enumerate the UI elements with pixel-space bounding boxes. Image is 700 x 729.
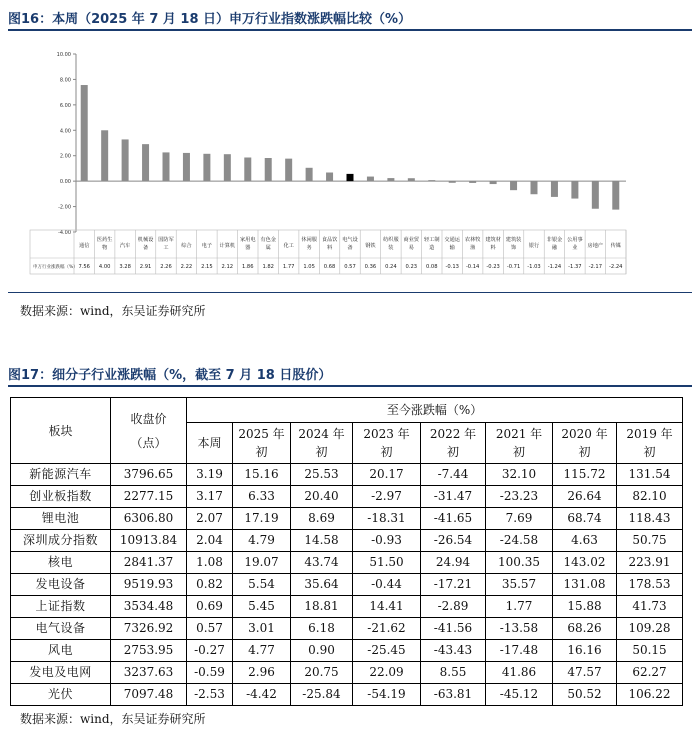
value-label: -2.17 xyxy=(588,264,603,270)
value-cell: -41.65 xyxy=(421,508,486,530)
value-label: 0.23 xyxy=(405,264,418,270)
value-cell: 5.45 xyxy=(233,596,291,618)
sector-name-cell: 光伏 xyxy=(11,684,111,706)
table-row xyxy=(11,684,683,706)
value-cell: 1.77 xyxy=(486,596,553,618)
bar-15 xyxy=(387,178,394,181)
bar-7 xyxy=(224,154,231,181)
y-tick-label: 6.00 xyxy=(59,102,71,109)
bar-24 xyxy=(571,181,578,198)
value-cell: -63.81 xyxy=(421,684,486,706)
value-cell: 5.54 xyxy=(233,574,291,596)
value-cell: 20.75 xyxy=(291,662,353,684)
value-cell: 143.02 xyxy=(553,552,617,574)
header-close xyxy=(111,398,187,464)
sector-name-cell: 创业板指数 xyxy=(11,486,111,508)
header-year-line: 2020 年 xyxy=(561,427,608,441)
value-cell: 9519.93 xyxy=(111,574,187,596)
value-cell: -0.27 xyxy=(187,640,233,662)
sector-name-cell: 核电 xyxy=(11,552,111,574)
header-year-line: 2025 年 xyxy=(238,427,285,441)
value-label: 0.24 xyxy=(385,264,397,270)
row-label: 申万行业涨跌幅（%） xyxy=(33,265,78,270)
value-cell: 3237.63 xyxy=(111,662,187,684)
value-cell: -18.31 xyxy=(353,508,421,530)
value-cell: 20.17 xyxy=(353,464,421,486)
value-cell: -2.53 xyxy=(187,684,233,706)
value-cell: 1.08 xyxy=(187,552,233,574)
value-label: 2.26 xyxy=(160,264,172,270)
value-cell: 3.17 xyxy=(187,486,233,508)
value-cell: 0.82 xyxy=(187,574,233,596)
header-year-4 xyxy=(486,423,553,464)
category-label: 电子 xyxy=(201,243,213,249)
category-label: 计算机 xyxy=(219,243,236,249)
value-cell: -23.23 xyxy=(486,486,553,508)
value-cell: -2.89 xyxy=(421,596,486,618)
value-label: 1.77 xyxy=(282,264,295,270)
value-cell: 2841.37 xyxy=(111,552,187,574)
value-cell: 82.10 xyxy=(617,486,683,508)
bar-9 xyxy=(265,158,272,181)
category-label: 备 xyxy=(142,245,149,251)
category-label: 务 xyxy=(306,245,312,251)
bar-23 xyxy=(551,181,558,197)
category-label: 钢铁 xyxy=(365,243,376,249)
category-label: 医药生 xyxy=(96,237,113,243)
value-label: 2.12 xyxy=(221,264,234,270)
category-label: 汽车 xyxy=(119,243,131,249)
header-year-2 xyxy=(353,423,421,464)
header-year-line: 2023 年 xyxy=(363,427,410,441)
value-cell: 0.90 xyxy=(291,640,353,662)
header-sector: 板块 xyxy=(11,398,111,464)
header-year-6 xyxy=(617,423,683,464)
bar-25 xyxy=(592,181,599,209)
value-cell: -25.84 xyxy=(291,684,353,706)
bar-13 xyxy=(347,174,354,181)
figure-16-bottom-rule xyxy=(8,292,692,293)
figure-16-title: 图16：本周（2025 年 7 月 18 日）申万行业指数涨跌幅比较（%） xyxy=(8,12,412,27)
header-year-5 xyxy=(553,423,617,464)
value-cell: -25.45 xyxy=(353,640,421,662)
category-label: 食品饮 xyxy=(321,237,338,243)
value-cell: 22.09 xyxy=(353,662,421,684)
y-tick-label: 4.00 xyxy=(59,128,71,135)
category-label: 非银金 xyxy=(546,237,563,243)
value-label: 2.22 xyxy=(180,264,193,270)
value-label: 7.56 xyxy=(78,264,91,270)
value-cell: 18.81 xyxy=(291,596,353,618)
table-row xyxy=(11,640,683,662)
value-label: 4.00 xyxy=(98,264,111,270)
value-cell: 3534.48 xyxy=(111,596,187,618)
y-tick-label: -4.00 xyxy=(58,230,71,236)
value-label: 0.08 xyxy=(425,264,438,270)
value-cell: 118.43 xyxy=(617,508,683,530)
value-cell: 2.04 xyxy=(187,530,233,552)
value-cell: 6306.80 xyxy=(111,508,187,530)
value-cell: -17.21 xyxy=(421,574,486,596)
value-cell: 15.88 xyxy=(553,596,617,618)
value-cell: 3796.65 xyxy=(111,464,187,486)
y-tick-label: 0.00 xyxy=(59,179,71,186)
sector-name-cell: 发电及电网 xyxy=(11,662,111,684)
value-cell: 7326.92 xyxy=(111,618,187,640)
category-label: 建筑材 xyxy=(485,237,501,243)
bar-4 xyxy=(163,152,170,181)
table-row xyxy=(11,596,683,618)
value-label: -1.37 xyxy=(568,264,582,270)
header-year-line: 初 xyxy=(643,445,656,459)
category-label: 纺织服 xyxy=(383,237,399,243)
value-label: -2.24 xyxy=(609,264,623,270)
bar-1 xyxy=(101,130,108,181)
table-row xyxy=(11,662,683,684)
bar-0 xyxy=(81,85,88,181)
value-cell: -31.47 xyxy=(421,486,486,508)
sector-name-cell: 发电设备 xyxy=(11,574,111,596)
category-label: 交通运 xyxy=(444,237,461,243)
value-label: 1.05 xyxy=(303,264,315,270)
category-label: 属 xyxy=(265,245,271,251)
y-tick-label: 2.00 xyxy=(59,153,71,160)
value-label: 2.15 xyxy=(201,264,213,270)
table-row xyxy=(11,464,683,486)
value-label: 2.91 xyxy=(139,264,152,270)
figure-17-source: 数据来源：wind，东吴证券研究所 xyxy=(20,712,206,726)
category-label: 化工 xyxy=(283,243,294,249)
bar-19 xyxy=(469,181,476,183)
value-cell: 35.64 xyxy=(291,574,353,596)
header-year-line: 2019 年 xyxy=(626,427,673,441)
category-label: 业 xyxy=(572,245,578,251)
header-year-0 xyxy=(233,423,291,464)
value-cell: 3.19 xyxy=(187,464,233,486)
category-label: 通信 xyxy=(79,243,90,249)
header-close-line1: 收盘价 xyxy=(130,411,167,426)
value-cell: 8.55 xyxy=(421,662,486,684)
value-label: 3.28 xyxy=(119,264,131,270)
value-label: -1.24 xyxy=(547,264,562,270)
value-cell: 41.73 xyxy=(617,596,683,618)
header-year-line: 初 xyxy=(255,445,268,459)
header-year-line: 初 xyxy=(578,445,591,459)
bar-6 xyxy=(203,154,210,181)
value-cell: 32.10 xyxy=(486,464,553,486)
value-cell: -45.12 xyxy=(486,684,553,706)
sector-name-cell: 深圳成分指数 xyxy=(11,530,111,552)
value-cell: -43.43 xyxy=(421,640,486,662)
industry-bar-chart xyxy=(0,42,700,290)
value-cell: 50.15 xyxy=(617,640,683,662)
category-label: 料 xyxy=(490,245,496,251)
bar-16 xyxy=(408,178,415,181)
value-cell: 2.07 xyxy=(187,508,233,530)
value-label: 0.57 xyxy=(344,264,356,270)
category-label: 公用事 xyxy=(567,237,583,243)
bar-14 xyxy=(367,177,374,182)
value-cell: -21.62 xyxy=(353,618,421,640)
bar-10 xyxy=(285,159,292,182)
value-cell: 2753.95 xyxy=(111,640,187,662)
category-label: 料 xyxy=(326,245,333,251)
table-row xyxy=(11,486,683,508)
value-cell: 50.52 xyxy=(553,684,617,706)
value-label: -0.23 xyxy=(486,264,500,270)
y-tick-label: 8.00 xyxy=(59,77,71,84)
category-label: 备 xyxy=(347,245,353,251)
value-cell: 14.58 xyxy=(291,530,353,552)
bar-26 xyxy=(612,181,619,209)
value-cell: -0.93 xyxy=(353,530,421,552)
sector-name-cell: 新能源汽车 xyxy=(11,464,111,486)
value-cell: -24.58 xyxy=(486,530,553,552)
value-cell: 131.08 xyxy=(553,574,617,596)
table-row xyxy=(11,530,683,552)
value-cell: 24.94 xyxy=(421,552,486,574)
sector-name-cell: 上证指数 xyxy=(11,596,111,618)
value-label: -0.14 xyxy=(465,264,480,270)
table-row xyxy=(11,508,683,530)
value-cell: -7.44 xyxy=(421,464,486,486)
bar-20 xyxy=(490,181,497,184)
value-cell: 50.75 xyxy=(617,530,683,552)
value-cell: 6.18 xyxy=(291,618,353,640)
bar-17 xyxy=(428,180,435,181)
sector-name-cell: 锂电池 xyxy=(11,508,111,530)
category-label: 有色金 xyxy=(260,237,277,243)
bar-11 xyxy=(306,168,313,181)
bar-5 xyxy=(183,153,190,181)
category-label: 银行 xyxy=(528,243,540,249)
value-cell: 223.91 xyxy=(617,552,683,574)
figure-16-rule xyxy=(8,29,692,31)
category-label: 国防军 xyxy=(158,237,174,243)
category-label: 工 xyxy=(163,245,169,251)
category-label: 综合 xyxy=(181,243,192,249)
value-cell: 0.57 xyxy=(187,618,233,640)
value-cell: -0.44 xyxy=(353,574,421,596)
category-label: 器 xyxy=(245,245,251,251)
category-label: 易 xyxy=(408,245,414,251)
value-cell: -17.48 xyxy=(486,640,553,662)
y-tick-label: -2.00 xyxy=(58,204,71,211)
value-cell: 115.72 xyxy=(553,464,617,486)
category-label: 造 xyxy=(429,245,435,251)
value-label: 0.36 xyxy=(364,264,377,270)
value-cell: 43.74 xyxy=(291,552,353,574)
figure-17-rule xyxy=(8,385,692,387)
header-year-3 xyxy=(421,423,486,464)
value-cell: 2277.15 xyxy=(111,486,187,508)
category-label: 物 xyxy=(102,245,108,251)
sector-name-cell: 电气设备 xyxy=(11,618,111,640)
table-row xyxy=(11,574,683,596)
category-label: 饰 xyxy=(510,245,517,251)
subsector-table xyxy=(10,397,683,706)
figure-17-title: 图17：细分子行业涨跌幅（%，截至 7 月 18 日股价） xyxy=(8,368,332,383)
figure-16-source: 数据来源：wind，东吴证券研究所 xyxy=(20,304,206,318)
value-cell: 16.16 xyxy=(553,640,617,662)
category-label: 农林牧 xyxy=(464,237,481,243)
value-cell: 68.26 xyxy=(553,618,617,640)
bar-8 xyxy=(244,157,251,181)
value-cell: 19.07 xyxy=(233,552,291,574)
header-year-line: 初 xyxy=(380,445,393,459)
value-cell: 26.64 xyxy=(553,486,617,508)
sector-name-cell: 风电 xyxy=(11,640,111,662)
value-cell: 7097.48 xyxy=(111,684,187,706)
category-label: 休闲服 xyxy=(301,237,317,243)
category-label: 输 xyxy=(449,245,455,251)
category-label: 传媒 xyxy=(610,243,621,249)
value-cell: 41.86 xyxy=(486,662,553,684)
value-label: 1.86 xyxy=(241,264,254,270)
header-year-line: 初 xyxy=(512,445,525,459)
value-cell: 7.69 xyxy=(486,508,553,530)
value-cell: 10913.84 xyxy=(111,530,187,552)
value-cell: 100.35 xyxy=(486,552,553,574)
table-row xyxy=(11,552,683,574)
value-cell: 178.53 xyxy=(617,574,683,596)
value-cell: 62.27 xyxy=(617,662,683,684)
value-label: 1.82 xyxy=(262,264,275,270)
header-year-line: 2024 年 xyxy=(298,427,345,441)
bar-2 xyxy=(122,139,129,181)
value-cell: 47.57 xyxy=(553,662,617,684)
value-cell: 25.53 xyxy=(291,464,353,486)
value-cell: 14.41 xyxy=(353,596,421,618)
table-row xyxy=(11,618,683,640)
value-cell: 106.22 xyxy=(617,684,683,706)
category-label: 建筑装 xyxy=(505,237,522,243)
category-label: 机械设 xyxy=(137,237,154,243)
category-label: 融 xyxy=(551,245,558,251)
value-cell: 131.54 xyxy=(617,464,683,486)
value-cell: 68.74 xyxy=(553,508,617,530)
value-label: -1.03 xyxy=(527,264,541,270)
bar-21 xyxy=(510,181,517,190)
header-year-line: 2022 年 xyxy=(429,427,477,441)
value-cell: 4.79 xyxy=(233,530,291,552)
category-label: 商业贸 xyxy=(403,237,420,243)
value-cell: -4.42 xyxy=(233,684,291,706)
bar-22 xyxy=(531,181,538,194)
value-cell: -54.19 xyxy=(353,684,421,706)
value-cell: -0.59 xyxy=(187,662,233,684)
bar-12 xyxy=(326,172,333,181)
value-cell: 35.57 xyxy=(486,574,553,596)
value-cell: 2.96 xyxy=(233,662,291,684)
category-label: 轻工制 xyxy=(423,237,440,243)
value-cell: 51.50 xyxy=(353,552,421,574)
header-ytd-group: 至今涨跌幅（%） xyxy=(187,398,683,423)
value-label: -0.13 xyxy=(445,264,459,270)
header-close-line2: （点） xyxy=(130,435,167,450)
header-year-line: 初 xyxy=(446,445,459,459)
value-cell: -41.56 xyxy=(421,618,486,640)
header-year-line: 初 xyxy=(315,445,328,459)
value-cell: 0.69 xyxy=(187,596,233,618)
category-label: 渔 xyxy=(470,245,476,251)
value-cell: 17.19 xyxy=(233,508,291,530)
value-label: 0.68 xyxy=(323,264,336,270)
value-cell: -26.54 xyxy=(421,530,486,552)
bar-3 xyxy=(142,144,149,181)
value-cell: 6.33 xyxy=(233,486,291,508)
y-tick-label: 10.00 xyxy=(56,52,71,58)
header-year-line: 2021 年 xyxy=(495,427,543,441)
value-cell: 4.77 xyxy=(233,640,291,662)
value-cell: 15.16 xyxy=(233,464,291,486)
value-cell: 20.40 xyxy=(291,486,353,508)
value-cell: 3.01 xyxy=(233,618,291,640)
category-label: 电气设 xyxy=(342,237,358,243)
bar-18 xyxy=(449,181,456,183)
value-cell: 8.69 xyxy=(291,508,353,530)
category-label: 房地产 xyxy=(587,243,604,249)
value-cell: -2.97 xyxy=(353,486,421,508)
header-year-1 xyxy=(291,423,353,464)
value-cell: -13.58 xyxy=(486,618,553,640)
category-label: 装 xyxy=(388,245,394,251)
value-cell: 4.63 xyxy=(553,530,617,552)
header-week: 本周 xyxy=(187,423,233,464)
value-cell: 109.28 xyxy=(617,618,683,640)
category-label: 家用电 xyxy=(239,237,256,243)
value-label: -0.71 xyxy=(506,264,521,270)
